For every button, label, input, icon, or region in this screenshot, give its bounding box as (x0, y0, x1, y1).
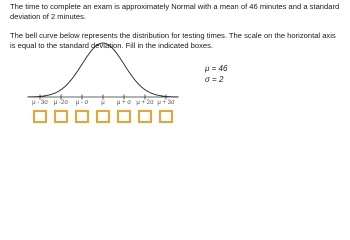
tick-label-minus-2-sd: μ -2σ (53, 100, 69, 106)
answer-box-plus-2-sd[interactable] (138, 110, 152, 123)
answer-box-plus-3-sd[interactable] (159, 110, 173, 123)
tick-label-mean: μ (101, 100, 105, 106)
tick-label-plus-3-sd: μ + 3σ (157, 100, 175, 106)
problem-intro: The time to complete an exam is approximately Normal with a mean of 46 minutes and a standard deviation of 2 minutes. (10, 2, 340, 21)
bell-curve (27, 43, 178, 97)
answer-box-mean[interactable] (96, 110, 110, 123)
tick-label-minus-1-sd: μ - σ (75, 100, 89, 106)
answer-box-minus-1-sd[interactable] (75, 110, 89, 123)
mean-label: μ = 46 (205, 64, 228, 73)
tick-label-minus-3-sd: μ - 3σ (32, 100, 48, 106)
answer-box-plus-1-sd[interactable] (117, 110, 131, 123)
tick-label-plus-2-sd: μ + 2σ (136, 100, 154, 106)
std-dev-label: σ = 2 (205, 75, 224, 84)
answer-box-minus-3-sd[interactable] (33, 110, 47, 123)
answer-box-minus-2-sd[interactable] (54, 110, 68, 123)
tick-label-plus-1-sd: μ + σ (117, 100, 131, 106)
problem-instructions: The bell curve below represents the distribution for testing times. The scale on the horizontal axis is equal to the standard deviation. Fill in the indicated boxes. (10, 31, 336, 50)
